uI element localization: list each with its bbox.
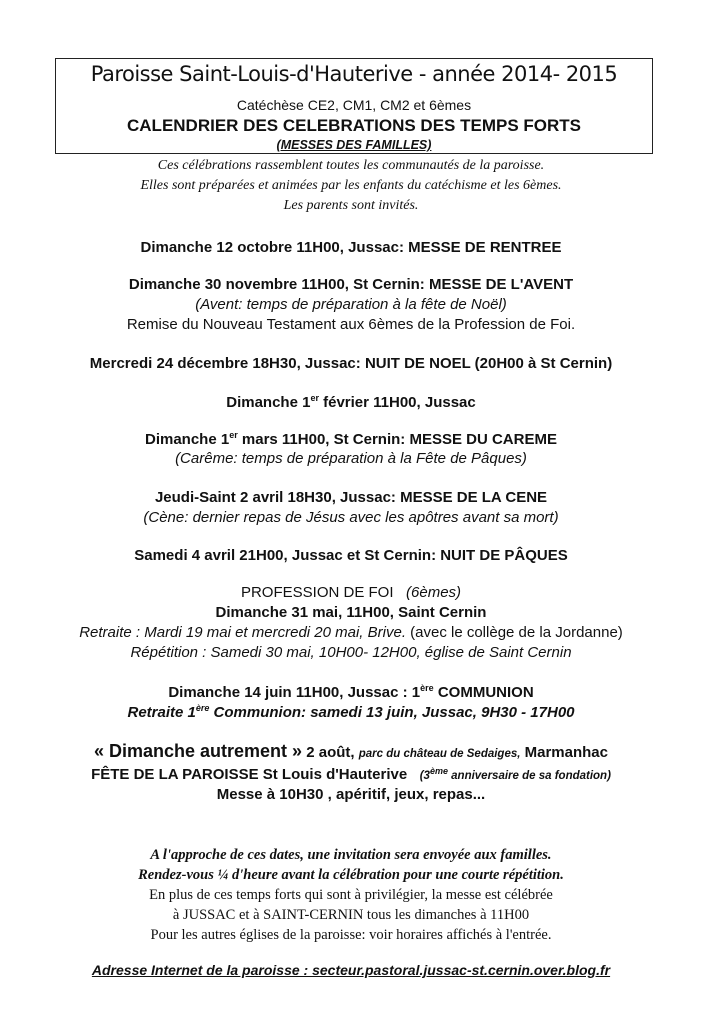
event-retraite-communion: [0, 703, 702, 721]
communion-sup: ère: [420, 683, 434, 693]
autrement-title: « Dimanche autrement »: [93, 741, 303, 761]
event-autrement: [0, 741, 702, 762]
intro-line-3: Les parents sont invités.: [283, 198, 419, 213]
header-box: [55, 58, 653, 154]
pf-title: PROFESSION DE FOI: [240, 584, 394, 601]
event-noel: Mercredi 24 décembre 18H30, Jussac: NUIT DE NOEL (20H00 à St Cernin): [89, 355, 613, 372]
event-fevrier-a: Dimanche 1: [226, 394, 311, 411]
event-paques: Samedi 4 avril 21H00, Jussac et St Cernin: NUIT DE PÂQUES: [134, 547, 568, 564]
event-avent-note: (Avent: temps de préparation à la fête de Noël): [195, 296, 507, 313]
pf-date: Dimanche 31 mai, 11H00, Saint Cernin: [215, 604, 487, 621]
event-cene-note: (Cène: dernier repas de Jésus avec les apôtres avant sa mort): [143, 509, 559, 526]
event-messe: Messe à 10H30 , apéritif, jeux, repas...: [216, 786, 486, 803]
profession-de-foi: [0, 584, 702, 601]
pf-retraite-norm: (avec le collège de la Jordanne): [405, 624, 623, 641]
event-mars: [0, 430, 702, 448]
retraite-c-b: Communion: samedi 13 juin, Jussac, 9H30 - 17H00: [209, 704, 575, 721]
pf-note: (6èmes): [406, 584, 462, 601]
autrement-date: 2 août,: [302, 744, 359, 761]
fete-note-b: anniversaire de sa fondation): [447, 770, 611, 782]
footer-invite: A l'approche de ces dates, une invitation sera envoyée aux familles.: [150, 847, 552, 863]
pf-retraite: [0, 624, 702, 641]
event-fevrier-b: février 11H00, Jussac: [318, 394, 476, 411]
fete-note: [419, 766, 611, 782]
catechese-line: Catéchèse CE2, CM1, CM2 et 6èmes: [236, 97, 472, 113]
event-rentree: Dimanche 12 octobre 11H00, Jussac: MESSE DE RENTREE: [140, 239, 562, 256]
parish-website-link[interactable]: Adresse Internet de la paroisse : secteur.pastoral.jussac-st.cernin.over.blog.fr: [91, 962, 611, 978]
footer-autres: Pour les autres églises de la paroisse: voir horaires affichés à l'entrée.: [150, 927, 552, 943]
autrement-place: parc du château de Sedaiges,: [358, 748, 521, 760]
retraite-c-a: Retraite 1: [127, 704, 196, 721]
event-fevrier: [0, 393, 702, 411]
event-fevrier-sup: er: [310, 393, 319, 403]
communion-b: COMMUNION: [433, 684, 534, 701]
communion-a: Dimanche 14 juin 11H00, Jussac : 1: [168, 684, 421, 701]
footer-rendez-vous: Rendez-vous ¼ d'heure avant la célébration pour une courte répétition.: [138, 867, 564, 883]
event-mars-note: (Carême: temps de préparation à la Fête de Pâques): [175, 450, 527, 467]
event-mars-sup: er: [229, 430, 238, 440]
fete-note-a: (3: [419, 770, 430, 782]
event-fete: [0, 766, 702, 783]
intro-line-2: Elles sont préparées et animées par les enfants du catéchisme et les 6èmes.: [140, 178, 562, 193]
parish-title: Paroisse Saint-Louis-d'Hauterive - année 2014- 2015: [90, 62, 618, 86]
calendar-subtitle: (MESSES DES FAMILLES): [276, 138, 432, 152]
footer-jussac: à JUSSAC et à SAINT-CERNIN tous les dimanches à 11H00: [172, 907, 530, 923]
event-avent-extra: Remise du Nouveau Testament aux 6èmes de la Profession de Foi.: [126, 316, 576, 333]
event-communion: [0, 683, 702, 701]
event-mars-a: Dimanche 1: [145, 431, 230, 448]
fete-label: FÊTE DE LA PAROISSE St Louis d'Hauterive: [91, 766, 408, 783]
event-avent: Dimanche 30 novembre 11H00, St Cernin: MESSE DE L'AVENT: [128, 276, 574, 293]
calendar-title: CALENDRIER DES CELEBRATIONS DES TEMPS FORTS: [127, 116, 581, 135]
fete-note-sup: ème: [429, 766, 448, 777]
pf-retraite-it: Retraite : Mardi 19 mai et mercredi 20 mai, Brive.: [79, 624, 406, 641]
event-cene: Jeudi-Saint 2 avril 18H30, Jussac: MESSE DE LA CENE: [154, 489, 548, 506]
intro-line-1: Ces célébrations rassemblent toutes les communautés de la paroisse.: [157, 158, 545, 173]
pf-repetition: Répétition : Samedi 30 mai, 10H00- 12H00, église de Saint Cernin: [130, 644, 572, 661]
footer-plus: En plus de ces temps forts qui sont à privilégier, la messe est célébrée: [149, 887, 553, 903]
autrement-town: Marmanhac: [520, 744, 608, 761]
event-mars-b: mars 11H00, St Cernin: MESSE DU CAREME: [237, 431, 557, 448]
retraite-c-sup: ère: [195, 703, 210, 713]
